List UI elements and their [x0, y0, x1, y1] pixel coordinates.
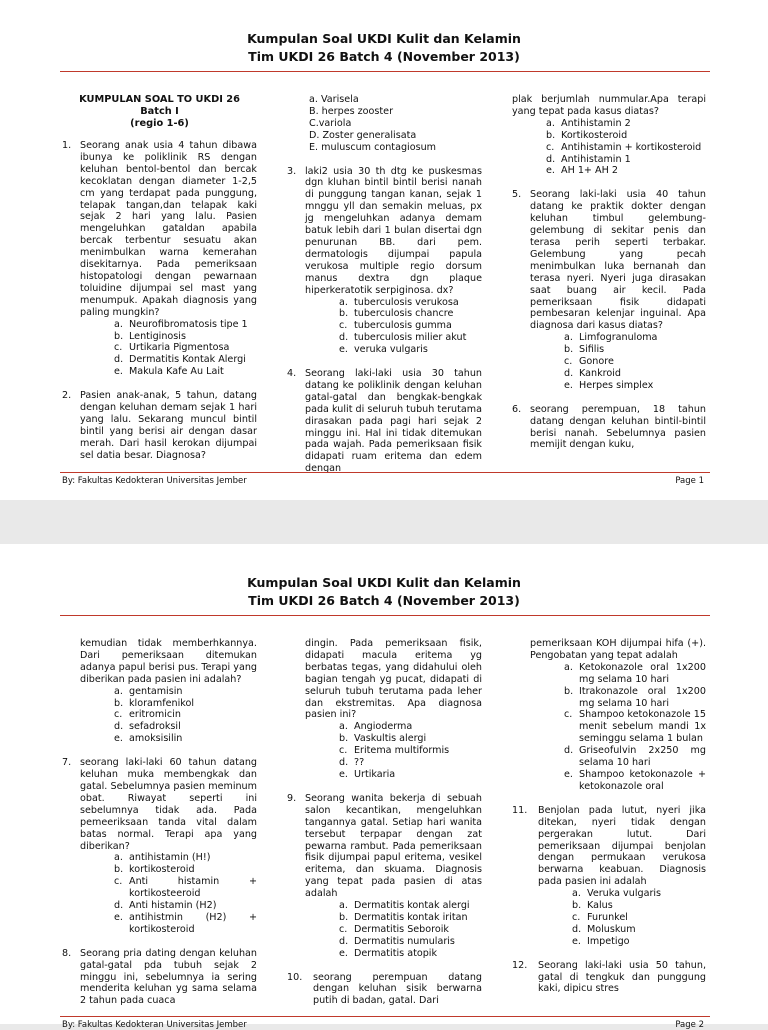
question-1	[62, 140, 257, 378]
option-letter: c.	[114, 342, 123, 354]
option-list	[530, 332, 706, 392]
option-letter: a.	[572, 888, 581, 900]
option-text: Griseofulvin 2x250 mg selama 10 hari	[579, 745, 706, 769]
answer-option	[114, 852, 257, 864]
option-letter: e.	[339, 344, 348, 356]
question-10	[287, 972, 482, 1008]
option-text: gentamisin	[129, 685, 183, 697]
answer-option	[546, 118, 706, 130]
option-letter: a.	[114, 318, 123, 330]
answer-option	[339, 320, 482, 332]
option-letter: b.	[114, 864, 124, 876]
question-continuation-text: plak berjumlah nummular.Apa terapi yang tepat pada kasus diatas?	[512, 94, 706, 117]
option-letter: e.	[564, 768, 573, 780]
question-text: seorang laki-laki 60 tahun datang keluhan muka membengkak dan gatal. Sebelumnya pasien meminum obat. Riwayat seperti ini sebelumnya tidak ada. Pada pemeeriksaan tanda vital dalam batas normal. Terapi apa yang diberikan?	[80, 757, 257, 852]
question-number: 9.	[287, 792, 297, 804]
option-text: kortikosteroid	[129, 864, 195, 876]
option-text: Neurofibromatosis tipe 1	[129, 318, 248, 330]
footer-divider	[60, 1016, 710, 1017]
question-text: Seorang laki-laki usia 30 tahun datang ke poliklinik dengan keluhan gatal-gatal dan bengkak-bengkak pada kulit di seluruh tubuh terutama dirasakan pada pagi hari sejak 2 minggu ini. Hal ini tidak ditemukan pada wajah. Pada pemeriksaan fisik didapati ruam eritema dan edem dengan	[305, 368, 482, 475]
question-11	[512, 805, 706, 948]
option-list	[305, 721, 482, 781]
page-header-subtitle: Tim UKDI 26 Batch 4 (November 2013)	[248, 593, 520, 608]
question-text: laki2 usia 30 th dtg ke puskesmas dgn kluhan bintil bintil berisi nanah di punggung tangan kanan, sejak 1 mnggu yll dan semakin meluas, px jg mengeluhkan adanya demam batuk lebih dari 1 bulan disertai dgn penurunan BB. dari pem. dermatologis dijumpai papula verukosa multiple regio dorsum manus dextra dgn plaque hiperkeratotik serpiginosa. dx?	[305, 165, 482, 296]
option-text: Itrakonazole oral 1x200 mg selama 10 hari	[579, 685, 706, 709]
option-text: Sifilis	[579, 344, 605, 356]
question-text: Seorang laki-laki usia 40 tahun datang ke praktik dokter dengan keluhan timbul gelembung-gelembung di sekitar penis dan terasa perih seperti terbakar. Gelembung yang pecah menimbulkan luka bernanah dan terasa nyeri. Nyeri juga dirasakan saat buang air kecil. Pada pemeriksaan fisik didapati pembesaran kelenjar inguinal. Apa diagnosa dari kasus diatas?	[530, 189, 706, 332]
option-letter: e.	[572, 935, 581, 947]
answer-option	[546, 130, 706, 142]
option-letter: d.	[114, 721, 124, 733]
option-text: Anti histamin + kortikosteeroid	[129, 876, 257, 900]
option-list	[80, 852, 257, 935]
option-letter: b.	[114, 330, 124, 342]
answer-option	[546, 165, 706, 177]
question-continuation-text: pemeriksaan KOH dijumpai hifa (+). Pengobatan yang tepat adalah	[530, 638, 706, 661]
option-letter: a.	[339, 900, 348, 912]
option-text: Dermatitis atopik	[354, 947, 438, 959]
option-letter: b.	[564, 685, 574, 697]
question-number: 3.	[287, 165, 297, 177]
answer-option	[572, 888, 706, 900]
question-4	[287, 368, 482, 475]
option-letter: c.	[114, 876, 123, 888]
answer-option	[546, 142, 706, 154]
question-number: 2.	[62, 390, 72, 402]
answer-option: a. Varisela	[309, 94, 359, 105]
option-text: eritromicin	[129, 709, 181, 721]
option-text: tuberculosis chancre	[354, 308, 454, 320]
option-text: tuberculosis verukosa	[354, 296, 459, 308]
option-text: veruka vulgaris	[354, 344, 428, 356]
option-letter: c.	[572, 911, 581, 923]
answer-option	[339, 344, 482, 356]
option-text: antihistamin (H!)	[129, 852, 211, 864]
page-number: Page 1	[675, 476, 704, 486]
document-page-2	[0, 544, 768, 1030]
answer-option	[564, 769, 706, 793]
question-number: 7.	[62, 757, 72, 769]
answer-option	[339, 721, 482, 733]
answer-option: C.variola	[309, 117, 352, 129]
option-letter: b.	[564, 344, 574, 356]
footer-divider	[60, 472, 710, 473]
question-continuation-text: dingin. Pada pemeriksaan fisik, didapati macula eritema yg berbatas tegas, yang didahului oleh bagian tengah yg pucat, didapati di seluruh tubuh terutama pada leher dan ekstremitas. Apa diagnosa pasien ini?	[305, 638, 482, 721]
question-number: 1.	[62, 140, 72, 151]
answer-option	[114, 354, 257, 366]
answer-option	[546, 154, 706, 166]
option-text: Dermatitis kontak alergi	[354, 900, 470, 912]
option-list	[305, 297, 482, 357]
footer-credit: By: Fakultas Kedokteran Universitas Jember	[62, 476, 247, 486]
option-list	[80, 686, 257, 746]
option-text: Antihistamin 1	[561, 153, 631, 165]
option-text: Dermatitis numularis	[354, 935, 455, 947]
option-letter: e.	[114, 733, 123, 745]
column-2	[287, 638, 482, 1019]
question-continuation-text: kemudian tidak memberhkannya. Dari pemeriksaan ditemukan adanya papul berisi pus. Terapi yang diberikan pada pasien ini adalah?	[80, 638, 257, 685]
answer-option	[572, 924, 706, 936]
question-number: 4.	[287, 368, 297, 380]
question-number: 10.	[287, 971, 303, 983]
question-text: Seorang pria dating dengan keluhan gatal-gatal pda tubuh sejak 2 minggu ini, sebelumnya ia sering menderita keluhan yg sama selama 2 tahun pada cuaca	[80, 947, 257, 1007]
answer-option	[339, 948, 482, 960]
answer-option	[564, 709, 706, 745]
option-letter: a.	[339, 721, 348, 733]
answer-option	[564, 344, 706, 356]
option-text: Impetigo	[587, 935, 630, 947]
option-text: Lentiginosis	[129, 330, 186, 342]
option-letter: a.	[339, 296, 348, 308]
page-footer	[62, 476, 704, 486]
option-letter: a.	[564, 661, 573, 673]
option-text: Dermatitis kontak iritan	[354, 911, 468, 923]
option-letter: c.	[114, 709, 123, 721]
header-divider	[60, 71, 710, 72]
answer-option	[114, 721, 257, 733]
option-text: Kortikosteroid	[561, 129, 628, 141]
answer-option	[572, 900, 706, 912]
answer-option: E. muluscum contagiosum	[309, 141, 436, 153]
answer-option: D. Zoster generalisata	[309, 129, 417, 141]
answer-option	[564, 662, 706, 686]
page-header-title: Kumpulan Soal UKDI Kulit dan Kelamin	[247, 575, 521, 590]
answer-option	[564, 356, 706, 368]
column-2	[287, 94, 482, 487]
option-text: Kankroid	[579, 367, 621, 379]
option-text: kloramfenikol	[129, 697, 195, 709]
answer-option	[339, 900, 482, 912]
option-letter: a.	[564, 332, 573, 344]
question-number: 6.	[512, 403, 522, 415]
option-text: Ketokonazole oral 1x200 mg selama 10 hari	[579, 661, 706, 685]
question-text: Seorang anak usia 4 tahun dibawa ibunya ke poliklinik RS dengan keluhan bentol-bentol dan bercak kecoklatan dengan diameter 1-2,5 cm yang terdapat pada punggung, telapak tangan,dan telapak kaki sejak 2 hari yang lalu. Pasien mengeluhkan gataldan apabila bercak terbentur sesuatu akan menimbulkan warna kemerahan disekitarnya. Pada pemeriksaan histopatologi dengan pewarnaan toluidine dijumpai sel mast yang menumpuk. Apakah diagnosis yang paling mungkin?	[80, 140, 257, 318]
answer-option	[564, 686, 706, 710]
option-letter: d.	[339, 757, 349, 769]
option-letter: d.	[564, 367, 574, 379]
option-list	[538, 888, 706, 948]
option-text: Antihistamin + kortikosteroid	[561, 141, 702, 153]
question-number: 11.	[512, 804, 528, 816]
option-letter: b.	[546, 129, 556, 141]
option-list	[530, 662, 706, 793]
answer-option	[114, 319, 257, 331]
question-text: Benjolan pada lutut, nyeri jika ditekan, nyeri tidak dengan pergerakan lutut. Dari pemeriksaan dijumpai benjolan dengan permukaan verukosa berwarna keabuan. Diagnosis pada pasien ini adalah	[538, 804, 706, 888]
option-letter: c.	[546, 141, 555, 153]
page-number: Page 2	[675, 1020, 704, 1030]
answer-option	[564, 380, 706, 392]
option-letter: b.	[114, 697, 124, 709]
option-letter: a.	[114, 852, 123, 864]
column-1	[62, 94, 257, 474]
answer-option	[572, 912, 706, 924]
option-text: Angioderma	[354, 721, 413, 733]
option-letter: d.	[114, 900, 124, 912]
option-text: Dermatitis Seboroik	[354, 923, 449, 935]
option-text: Furunkel	[587, 911, 628, 923]
answer-option	[339, 332, 482, 344]
question-number: 5.	[512, 189, 522, 201]
option-list	[305, 900, 482, 960]
option-letter: c.	[339, 923, 348, 935]
section-title-line: Batch I	[140, 106, 179, 117]
answer-option	[114, 698, 257, 710]
option-letter: d.	[546, 153, 556, 165]
option-letter: e.	[114, 911, 123, 923]
column-3	[512, 94, 706, 463]
option-text: Gonore	[579, 356, 614, 368]
question-text: Seorang laki-laki usia 50 tahun, gatal di tengkuk dan punggung kaki, dipicu stres	[538, 959, 706, 995]
option-text: Eritema multiformis	[354, 745, 450, 757]
question-text: Pasien anak-anak, 5 tahun, datang dengan keluhan demam sejak 1 hari yang lalu. Sekarang muncul bintil bintil yang berisi air dengan dasar merah. Dari hasil kerokan dijumpai sel datia besar. Diagnosa?	[80, 390, 257, 461]
answer-option	[114, 900, 257, 912]
section-title-line: KUMPULAN SOAL TO UKDI 26	[79, 94, 240, 105]
answer-option	[339, 936, 482, 948]
section-title-line: (regio 1-6)	[130, 118, 189, 129]
option-letter: c.	[564, 356, 573, 368]
answer-option	[114, 686, 257, 698]
answer-option	[114, 331, 257, 343]
option-text: Veruka vulgaris	[587, 888, 662, 900]
answer-option	[339, 308, 482, 320]
option-letter: b.	[339, 308, 349, 320]
option-text: tuberculosis gumma	[354, 320, 452, 332]
column-1	[62, 638, 257, 1019]
option-list	[287, 94, 482, 154]
answer-option	[114, 733, 257, 745]
option-letter: c.	[339, 320, 348, 332]
option-letter: d.	[564, 745, 574, 757]
option-text: tuberculosis milier akut	[354, 332, 467, 344]
document-page-1	[0, 0, 768, 500]
question-5	[512, 189, 706, 391]
answer-option	[339, 924, 482, 936]
option-text: antihistmin (H2) + kortikosteroid	[129, 911, 257, 935]
question-text: Seorang wanita bekerja di sebuah salon kecantikan, mengeluhkan tangannya gatal. Setiap hari wanita tersebut terpapar dengan zat pewarna rambut. Pada pemeriksaan fisik dijumpai papul eritema, vesikel eritema, dan skuama. Diagnosis yang tepat pada pasien di atas adalah	[305, 792, 482, 900]
option-letter: e.	[114, 366, 123, 378]
question-6	[512, 404, 706, 452]
option-letter: e.	[339, 768, 348, 780]
answer-option	[339, 769, 482, 781]
option-letter: e.	[564, 379, 573, 391]
answer-option	[114, 864, 257, 876]
question-9	[287, 793, 482, 960]
question-number: 12.	[512, 959, 528, 971]
option-letter: c.	[564, 709, 573, 721]
answer-option	[339, 912, 482, 924]
answer-option	[114, 709, 257, 721]
answer-option	[114, 342, 257, 354]
answer-option	[339, 745, 482, 757]
option-text: Anti histamin (H2)	[129, 900, 217, 912]
option-letter: b.	[339, 733, 349, 745]
answer-option	[564, 745, 706, 769]
option-letter: d.	[572, 923, 582, 935]
answer-option	[564, 368, 706, 380]
answer-option	[339, 757, 482, 769]
section-title	[62, 94, 257, 130]
option-letter: e.	[339, 947, 348, 959]
page-header-subtitle: Tim UKDI 26 Batch 4 (November 2013)	[248, 49, 520, 64]
option-list	[512, 118, 706, 178]
question-3	[287, 166, 482, 357]
footer-credit: By: Fakultas Kedokteran Universitas Jember	[62, 1020, 247, 1030]
option-letter: d.	[339, 935, 349, 947]
option-text: Kalus	[587, 900, 613, 912]
question-text: seorang perempuan datang dengan keluhan sisik berwarna putih di badan, gatal. Dari	[313, 971, 482, 1007]
option-text: Dermatitis Kontak Alergi	[129, 354, 246, 366]
option-text: sefadroksil	[129, 721, 181, 733]
option-letter: d.	[339, 332, 349, 344]
question-2	[62, 390, 257, 461]
option-letter: b.	[339, 911, 349, 923]
option-text: Urtikaria Pigmentosa	[129, 342, 230, 354]
option-letter: b.	[572, 900, 582, 912]
answer-option	[339, 297, 482, 309]
answer-option: B. herpes zooster	[309, 105, 394, 117]
option-list	[80, 319, 257, 379]
option-letter: e.	[546, 165, 555, 177]
option-letter: c.	[339, 745, 348, 757]
option-text: Limfogranuloma	[579, 332, 658, 344]
answer-option	[564, 332, 706, 344]
option-text: Vaskultis alergi	[354, 733, 427, 745]
question-text: seorang perempuan, 18 tahun datang dengan keluhan bintil-bintil berisi nanah. Sebelumnya pasien memijit dengan kuku,	[530, 403, 706, 451]
option-text: AH 1+ AH 2	[561, 165, 618, 177]
option-letter: a.	[546, 117, 555, 129]
option-text: Herpes simplex	[579, 379, 654, 391]
option-letter: a.	[114, 685, 123, 697]
answer-option	[114, 876, 257, 900]
option-text: Antihistamin 2	[561, 117, 631, 129]
question-number: 8.	[62, 947, 72, 959]
answer-option	[572, 936, 706, 948]
option-letter: d.	[114, 354, 124, 366]
page-header-title: Kumpulan Soal UKDI Kulit dan Kelamin	[247, 31, 521, 46]
option-text: ??	[354, 757, 365, 769]
answer-option	[114, 912, 257, 936]
page-footer	[62, 1020, 704, 1030]
question-7	[62, 757, 257, 936]
option-text: Makula Kafe Au Lait	[129, 366, 224, 378]
option-text: Shampoo ketokonazole 15 menit sebelum mandi 1x seminggu selama 1 bulan	[579, 709, 706, 745]
answer-option	[339, 733, 482, 745]
option-text: Moluskum	[587, 923, 636, 935]
option-text: Shampoo ketokonazole + ketokonazole oral	[579, 768, 706, 792]
option-text: amoksisilin	[129, 733, 183, 745]
answer-option	[114, 366, 257, 378]
question-12	[512, 960, 706, 996]
column-3	[512, 638, 706, 1007]
option-text: Urtikaria	[354, 768, 396, 780]
header-divider	[60, 615, 710, 616]
question-8	[62, 948, 257, 1008]
